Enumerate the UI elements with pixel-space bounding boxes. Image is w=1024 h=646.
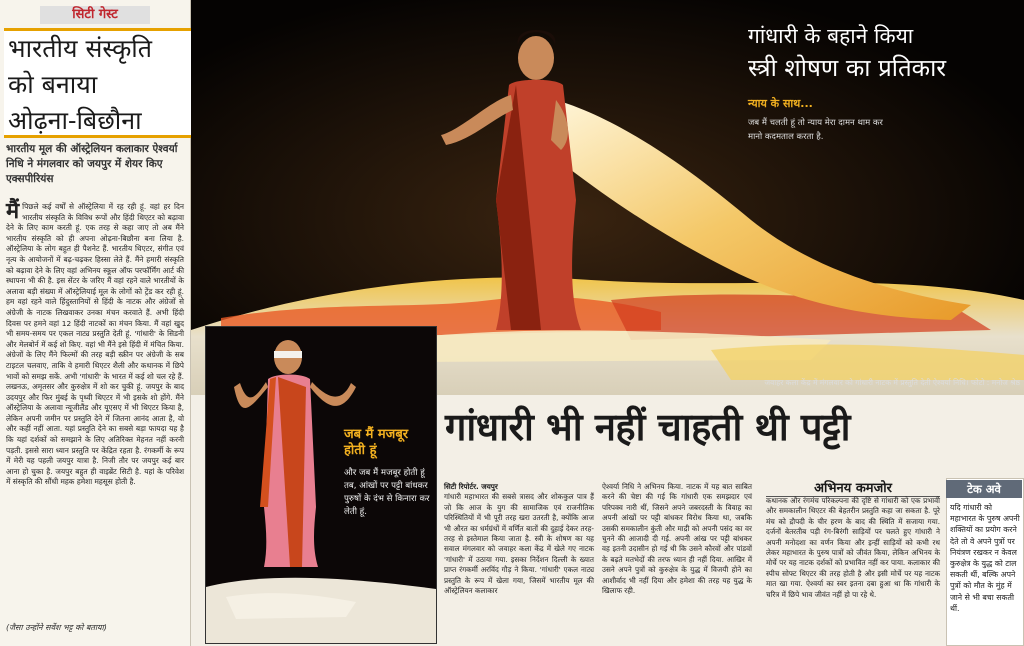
quote-headline — [748, 20, 1018, 84]
quote-kicker: न्याय के साथ... — [748, 97, 813, 110]
article-column-1-text: गांधारी महाभारत की सबसे त्रासद और शोककुल पात्र हैं जो कि आज के युग की सामाजिक एवं राजनीतिक परिस्थितियों में भी पूरी तरह खरा उतरती है, क्योंकि आज भी औरत का धर्मग्रंथों में वर्णित बातों की दुहाई देकर तरह-तरह से इस्तेमाल किया जाता है. स्त्री के शोषण का यह सवाल मंगलवार को जवाहर कला केंद्र में खेले गए नाटक 'गांधारी' में उठाया गया. इसका निर्देशन दिल्ली के ख्यात प्राप्त रंगकर्मी अरविंद गौड़ ने किया. 'गांधारी' एकल नाट्य प्रस्तुति के रूप में खेला गया, जिसमें भारतीय मूल की ऑस्ट्रेलियन कलाकार — [444, 492, 594, 596]
main-headline: गांधारी भी नहीं चाहती थी पट्टी — [445, 405, 850, 449]
article-column-3 — [766, 496, 940, 600]
article-column-1 — [444, 482, 594, 596]
dropcap: मैं — [6, 199, 20, 224]
quote-body: जब मैं चलती हूं तो न्याय मेरा दामन थाम कर मानो कदमताल करता है. — [748, 118, 883, 142]
quote-headline-line-2: स्त्री शोषण का प्रतिकार — [748, 54, 947, 82]
dateline: सिटी रिपोर्टर. जयपुर — [444, 482, 498, 491]
photo-caption: जवाहर कला केंद्र में मंगलवार को गांधारी नाटक में प्रस्तुति देती ऐश्वर्या निधि। फोटो : मनोज श्रेष्ठ — [764, 378, 1020, 387]
article-column-2 — [602, 482, 752, 596]
inset-body: और जब मैं मजबूर होती हूं तब, आंखों पर पट्टी बांधकर पुरुषों के दंभ से किनारा कर लेती हूं. — [344, 468, 430, 517]
article-column-3-text: कथानक और रंगमंच परिकल्पना की दृष्टि से गांधारी को एक प्रभावी और समकालीन थिएटर की बेहतरीन प्रस्तुति कहा जा सकता है. पूरे मंच को द्रौपदी के चीर हरण के बाद की स्थिति में सजाया गया. दर्जनों बेतरतीब पड़ी रंग-बिरंगी साड़ियों पर चलते हुए गांधारी ने अपनी मनोदशा का वर्णन किया और इन्हीं साड़ियों को कभी रथ लेकर महाभारत के पुरुष पात्रों को जीवंत किया, लेकिन अभिनय के मोर्चे पर यह नाटक दर्शकों को प्रभावित नहीं कर पाया. कलाकार की स्पीच सोफ्ट थिएटर की तरह होती है और इसी मोर्चे पर यह नाटक मात खा गया. ऐश्वर्या का स्वर इतना दबा हुआ था कि गांधारी के चरित्र में छिपे भाव जीवंत नहीं हो पा रहे थे. — [766, 496, 940, 599]
column-3-heading: अभिनय कमजोर — [766, 478, 940, 497]
take-away-body: यदि गांधारी को महाभारत के पुरुष अपनी शक्तियों का प्रयोग करने देते तो वे अपने पुत्रों पर नियंत्रण रखकर न केवल कुरुक्षेत्र के युद्ध को टाल सकती थीं, बल्कि अपने पुत्रों को मौत के मुंह में जाने से भी बचा सकती थीं. — [950, 503, 1020, 613]
left-headline-line-1: भारतीय संस्कृति — [8, 34, 152, 63]
article-column-2-text: ऐश्वर्या निधि ने अभिनय किया. नाटक में यह बात साबित करने की चेष्टा की गई कि गांधारी एक समझदार एवं परिपक्व नारी थीं, जिसने अपने जबरदस्ती के विवाह का अपनी आंखों पर पट्टी बांधकर विरोध किया था, जबकि उसकी समकालीन कुंती और माद्री को अपनी पसंद का वर चुनने की आजादी दी गई. अपनी आंख पर पट्टी बांधकर वह इतनी उदासीन हो गई थी कि उसने कौरवों और पांडवों के बढ़ते मतभेदों की तरफ ध्यान ही नहीं दिया. आखिर में उसने अपने पुत्रों को कुरुक्षेत्र के युद्ध में विजयी होने का आशीर्वाद भी नहीं दिया और हमेशा की तरह यह युद्ध के खिलाफ रही. — [602, 482, 752, 596]
left-subhead: भारतीय मूल की ऑस्ट्रेलियन कलाकार ऐश्वर्या निधि ने मंगलवार को जयपुर में शेयर किए एक्सपीरियंस — [6, 143, 178, 185]
inset-kicker — [344, 427, 434, 459]
left-headline-line-2: को बनाया — [8, 70, 98, 99]
take-away-heading: टेक अवे — [946, 480, 1022, 498]
left-credit: (जैसा उन्होंने सर्वेश भट्ट को बताया) — [6, 623, 107, 632]
left-article-body — [6, 199, 184, 488]
quote-headline-line-1: गांधारी के बहाने किया — [748, 24, 914, 48]
left-headline-line-3: ओढ़ना-बिछौना — [8, 106, 142, 135]
inset-kicker-line-1: जब मैं मजबूर — [344, 427, 409, 442]
inset-kicker-line-2: होती हूं — [344, 443, 377, 458]
section-tag: सिटी गेस्ट — [40, 6, 150, 24]
left-article-text: पिछले कई वर्षों से ऑस्ट्रेलिया में रह रही हूं. वहां हर दिन भारतीय संस्कृति के विविध रूपों और हिंदी थिएटर को बढ़ावा देने के लिए काम करती हूं. एक तरह से कहा जाए तो अब मैंने भारतीय संस्कृति को ही अपना ओढ़ना-बिछौना बना लिया है. ऑस्ट्रेलिया के लोग बहुत ही पैशनेट हैं. भारतीय थिएटर, संगीत एवं नृत्य के आयोजनों में बढ़-चढ़कर हिस्सा लेते हैं. मैंने हमारी संस्कृति को बढ़ावा देने के लिए वहां अभिनय स्कूल ऑफ परफॉर्मिंग आर्ट की स्थापना भी की है. इस सेंटर के जरिए मैं वहां रहने वाले भारतीयों के अलावा बड़ी संख्या में ऑस्ट्रेलियाई मूल के लोगों को ट्रेंड कर रही हूं. हम वहां रहने वाले हिंदुस्तानियों से हिंदी के नाटक और अंग्रेजों से अंग्रेजी के नाटक लिखवाकर उनका मंचन करवाते हैं. अभी हिंदी दिवस पर हमने वहां 12 हिंदी नाटकों का मंचन किया. मैं वहां खुद भी समय-समय पर एकल नाट्य प्रस्तुति देती हूं. 'गांधारी' के सिडनी और मेलबोर्न में कई शो किए. वहां भी मैंने इसे हिंदी में मंचित किया. अंग्रेजों के लिए मैंने फिल्मों की तरह बड़ी स्क्रीन पर अंग्रेजी के सब टाइटल चलवाए, ताकि वे हमारी थिएटर शैली और कथानक में छिपे भावों को समझ सकें. अभी 'गांधारी' के भारत में कई शो चल रहे हैं. लखनऊ, अमृतसर और कुरुक्षेत्र में शो कर चुकी हूं. जयपुर के बाद उदयपुर और फिर मुंबई के पृथ्वी थिएटर में भी इसके शो होंगे. मैंने ऑस्ट्रेलिया के अलावा न्यूजीलैंड और यूएसए में भी थिएटर किया है, लेकिन अपनी जमीन पर प्रस्तुति देने में जितना आनंद आता है, वो और कहीं नहीं आता. यहां प्रस्तुति देने का सबसे बड़ा फायदा यह है कि यहां दर्शकों को समझाने के लिए अतिरिक्त मेहनत नहीं करनी पड़ती. इससे सारा ध्यान प्रस्तुति पर केंद्रित रहता है. रंगकर्मी के रूप में मेरी यह पहली जयपुर यात्रा है. निजी तौर पर जयपुर कई बार आना हो चुका है. जयपुर बहुत ही वाइब्रेंट सिटी है. यहां के परिवेश में संस्कृति की सौंधी महक हमेशा महसूस होती है. — [6, 202, 184, 487]
left-headline — [4, 28, 204, 138]
